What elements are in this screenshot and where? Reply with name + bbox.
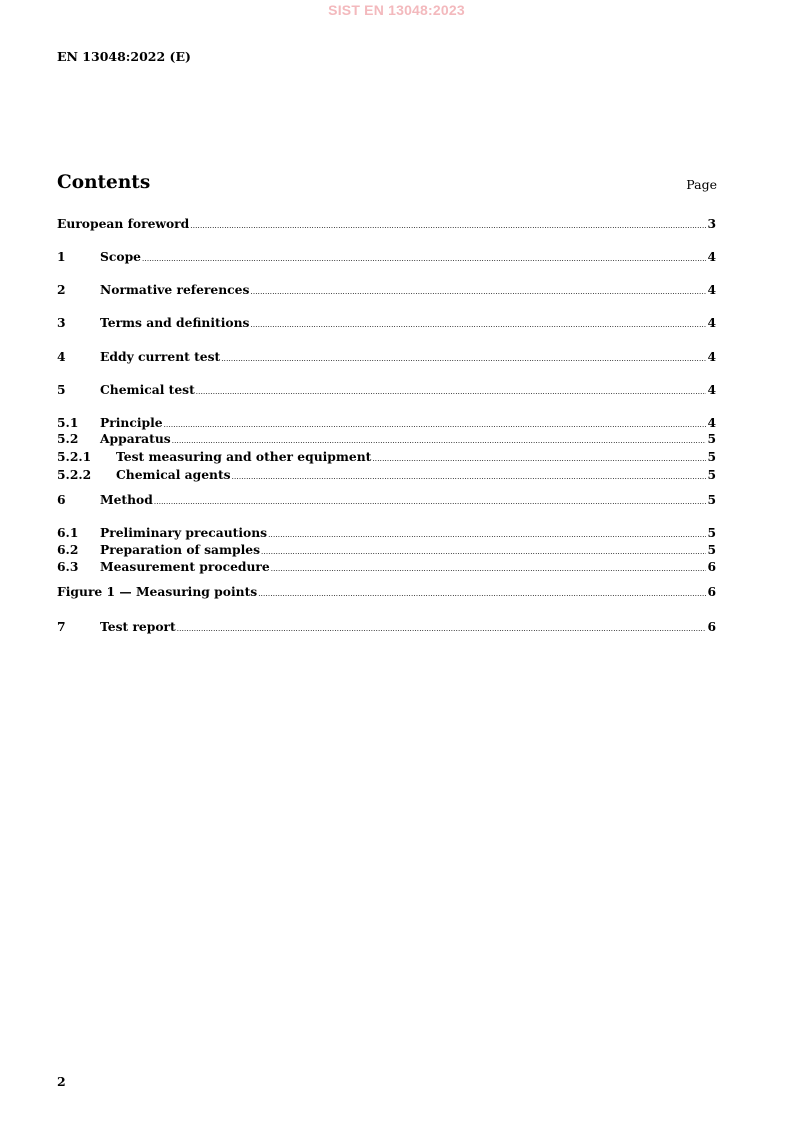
toc-entry-method[interactable] [57, 492, 716, 508]
toc-entry-title: Normative references [100, 282, 250, 297]
toc-entry-terms-and-definitions[interactable] [57, 315, 716, 331]
toc-entry-test-measuring-equipment[interactable] [57, 449, 716, 465]
toc-dot-leader [261, 544, 706, 560]
toc-entry-number: 5.1 [57, 415, 79, 430]
toc-entry-title: Preliminary precautions [100, 525, 268, 540]
toc-entry-preparation-of-samples[interactable] [57, 542, 716, 558]
toc-entry-title: Scope [100, 249, 141, 264]
toc-entry-page: 5 [707, 542, 716, 557]
toc-entry-number: 7 [57, 619, 66, 634]
toc-entry-page: 6 [707, 559, 716, 574]
toc-entry-page: 4 [707, 349, 716, 364]
toc-entry-scope[interactable] [57, 249, 716, 265]
toc-entry-apparatus[interactable] [57, 431, 716, 447]
contents-heading: Contents [57, 172, 151, 193]
toc-dot-leader [250, 284, 706, 300]
toc-entry-page: 6 [707, 619, 716, 634]
toc-entry-normative-references[interactable] [57, 282, 716, 298]
toc-dot-leader [154, 494, 707, 510]
toc-entry-chemical-test[interactable] [57, 382, 716, 398]
document-id: EN 13048:2022 (E) [57, 49, 191, 64]
toc-entry-number: 3 [57, 315, 66, 330]
toc-entry-eddy-current-test[interactable] [57, 349, 716, 365]
toc-entry-title: Figure 1 — Measuring points [57, 584, 258, 599]
toc-entry-page: 3 [707, 216, 716, 231]
toc-entry-page: 4 [707, 282, 716, 297]
toc-dot-leader [271, 561, 707, 577]
toc-entry-foreword[interactable] [57, 216, 716, 232]
toc-entry-preliminary-precautions[interactable] [57, 525, 716, 541]
toc-entry-title: Measurement procedure [100, 559, 270, 574]
toc-entry-page: 6 [707, 584, 716, 599]
toc-entry-title: Test measuring and other equipment [116, 449, 372, 464]
toc-dot-leader [177, 621, 707, 637]
toc-entry-title: Chemical agents [116, 467, 231, 482]
toc-entry-title: Terms and definitions [100, 315, 250, 330]
toc-entry-page: 5 [707, 492, 716, 507]
toc-entry-title: Chemical test [100, 382, 195, 397]
toc-entry-title: Method [100, 492, 153, 507]
toc-entry-chemical-agents[interactable] [57, 467, 716, 483]
toc-entry-title: Test report [100, 619, 176, 634]
toc-entry-number: 1 [57, 249, 66, 264]
toc-entry-figure-1[interactable] [57, 584, 716, 600]
toc-entry-page: 4 [707, 415, 716, 430]
toc-entry-number: 5.2.2 [57, 467, 92, 482]
toc-entry-page: 4 [707, 382, 716, 397]
toc-entry-number: 2 [57, 282, 66, 297]
toc-entry-number: 5.2.1 [57, 449, 92, 464]
toc-entry-page: 5 [707, 525, 716, 540]
toc-entry-title: Eddy current test [100, 349, 221, 364]
toc-dot-leader [232, 469, 707, 485]
toc-entry-measurement-procedure[interactable] [57, 559, 716, 575]
toc-dot-leader [172, 433, 707, 449]
toc-dot-leader [258, 586, 706, 602]
toc-entry-title: Apparatus [100, 431, 171, 446]
toc-entry-number: 6 [57, 492, 66, 507]
watermark: SIST EN 13048:2023 [328, 2, 465, 18]
toc-dot-leader [142, 251, 706, 267]
toc-entry-title: European foreword [57, 216, 190, 231]
toc-entry-number: 5.2 [57, 431, 79, 446]
toc-dot-leader [268, 527, 706, 543]
page-number: 2 [57, 1074, 66, 1089]
toc-entry-title: Principle [100, 415, 163, 430]
toc-entry-test-report[interactable] [57, 619, 716, 635]
toc-dot-leader [196, 384, 707, 400]
toc-entry-number: 6.2 [57, 542, 79, 557]
toc-entry-number: 6.3 [57, 559, 79, 574]
toc-entry-title: Preparation of samples [100, 542, 261, 557]
toc-entry-number: 6.1 [57, 525, 79, 540]
toc-entry-page: 5 [707, 467, 716, 482]
toc-dot-leader [190, 218, 706, 234]
toc-entry-number: 4 [57, 349, 66, 364]
toc-entry-page: 4 [707, 249, 716, 264]
page-column-label: Page [686, 177, 717, 192]
toc-entry-page: 5 [707, 431, 716, 446]
toc-entry-page: 5 [707, 449, 716, 464]
toc-entry-principle[interactable] [57, 415, 716, 431]
toc-entry-number: 5 [57, 382, 66, 397]
toc-dot-leader [221, 351, 706, 367]
toc-dot-leader [250, 317, 706, 333]
toc-entry-page: 4 [707, 315, 716, 330]
toc-dot-leader [372, 451, 706, 467]
